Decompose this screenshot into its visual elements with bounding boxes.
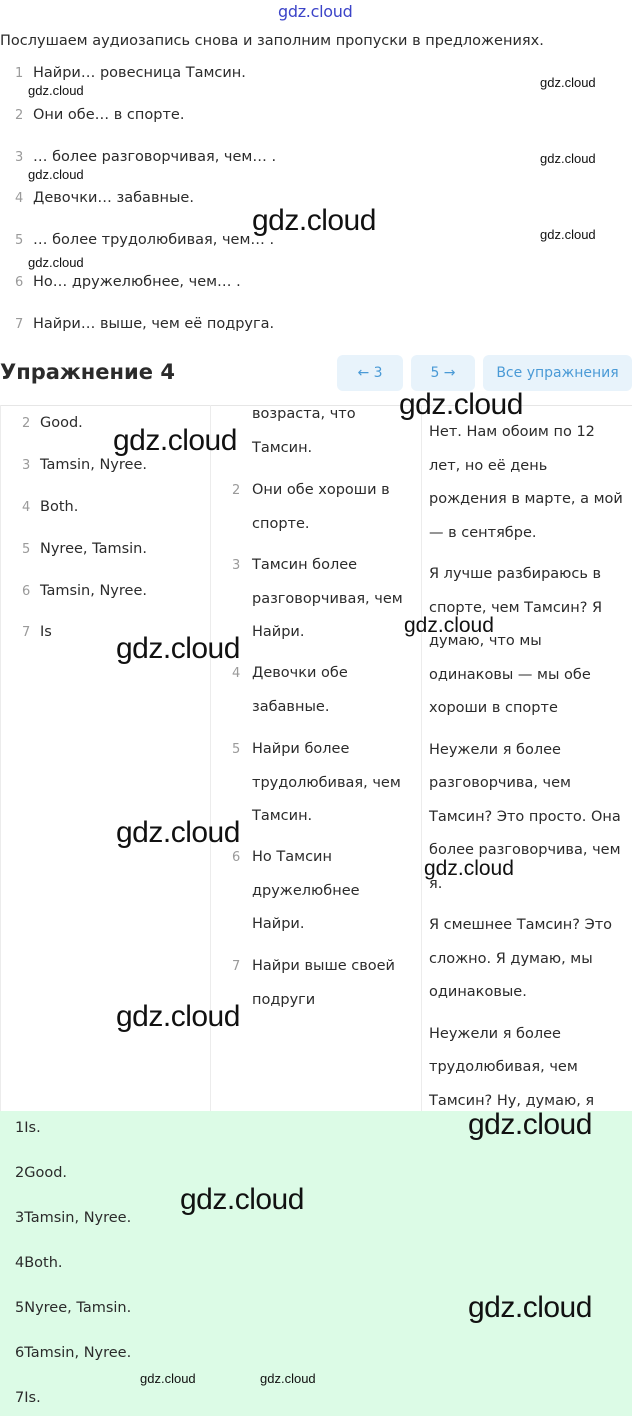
column-divider — [421, 405, 422, 1111]
item-number: 4 — [22, 500, 31, 515]
table-right-paragraph: Неужели я более трудолюбивая, чем Тамсин? Ну, думаю, я — [429, 1025, 595, 1109]
item-text: Девочки… забавные. — [33, 190, 194, 206]
item-number: 7 — [15, 317, 24, 332]
item-text: Найри более трудолюбивая, чем Тамсин. — [252, 741, 401, 824]
watermark: gdz.cloud — [399, 388, 523, 421]
exercise-heading: Упражнение 4 — [0, 360, 175, 384]
item-text: Найри… выше, чем её подруга. — [33, 316, 275, 332]
site-logo[interactable]: gdz.cloud — [278, 2, 353, 21]
table-right-paragraph: Неужели я более разговорчива, чем Тамсин? Это просто. Она более разговорчива, чем я. — [429, 741, 621, 892]
item-text: Tamsin, Nyree. — [24, 1210, 132, 1226]
item-text: Девочки обе забавные. — [252, 665, 348, 715]
watermark: gdz.cloud — [28, 255, 84, 270]
column-divider — [0, 405, 1, 1111]
item-text: Is — [40, 624, 52, 640]
item-text: Is. — [24, 1120, 41, 1136]
item-number: 6 — [15, 275, 24, 290]
exercise-item — [15, 190, 194, 206]
item-number: 5 — [22, 542, 31, 557]
table-right-paragraph: Я лучше разбираюсь в спорте, чем Тамсин? Я думаю, что мы одинаковы — мы обе хороши в спорте — [429, 566, 603, 716]
answer-item — [15, 1300, 131, 1316]
item-text: Но Тамсин дружелюбнее Найри. — [252, 849, 360, 932]
item-text: Both. — [40, 499, 79, 515]
watermark: gdz.cloud — [468, 1291, 592, 1324]
item-text: … более разговорчивая, чем… . — [33, 149, 277, 165]
item-text: Good. — [24, 1165, 68, 1181]
item-number: 3 — [232, 558, 241, 573]
item-number: 6 — [15, 1345, 25, 1361]
table-left-item — [22, 541, 147, 557]
watermark: gdz.cloud — [28, 83, 84, 98]
item-number: 5 — [15, 233, 24, 248]
watermark: gdz.cloud — [140, 1371, 196, 1386]
watermark: gdz.cloud — [468, 1108, 592, 1141]
item-text: Найри выше своей подруги — [252, 958, 395, 1008]
watermark: gdz.cloud — [540, 227, 596, 242]
watermark: gdz.cloud — [540, 75, 596, 90]
item-text: Nyree, Tamsin. — [24, 1300, 132, 1316]
watermark: gdz.cloud — [260, 1371, 316, 1386]
item-number: 4 — [15, 191, 24, 206]
watermark: gdz.cloud — [116, 816, 240, 849]
answer-block — [0, 1111, 632, 1416]
item-number: 2 — [232, 483, 241, 498]
table-mid-item — [232, 474, 414, 541]
item-number: 3 — [15, 150, 24, 165]
item-text: Nyree, Tamsin. — [40, 541, 147, 557]
item-number: 7 — [22, 625, 31, 640]
item-number: 7 — [15, 1390, 25, 1406]
table-mid-item — [232, 841, 414, 942]
table-right-column — [429, 416, 629, 1109]
next-exercise-button[interactable]: 5 → — [411, 355, 475, 391]
table-mid-item — [232, 549, 414, 650]
exercise-item — [15, 232, 274, 248]
watermark: gdz.cloud — [28, 167, 84, 182]
table-right-paragraph: Я смешнее Тамсин? Это сложно. Я думаю, мы одинаковые. — [429, 917, 613, 1000]
item-text: Tamsin, Nyree. — [24, 1345, 132, 1361]
table-mid-item — [232, 950, 414, 1017]
item-number: 2 — [22, 416, 31, 431]
item-text: Найри… ровесница Тамсин. — [33, 65, 246, 81]
item-number: 2 — [15, 108, 24, 123]
item-text: … более трудолюбивая, чем… . — [33, 232, 275, 248]
watermark: gdz.cloud — [180, 1183, 304, 1216]
item-number: 3 — [15, 1210, 25, 1226]
exercise-item — [15, 316, 274, 332]
table-mid-item — [232, 657, 414, 724]
exercise-item — [15, 149, 276, 165]
table-mid-fragment: возраста, что Тамсин. — [252, 406, 356, 456]
table-left-item — [22, 415, 83, 431]
item-number: 4 — [232, 666, 241, 681]
item-number: 6 — [232, 850, 241, 865]
answer-item — [15, 1165, 67, 1181]
table-mid-item — [232, 733, 414, 834]
watermark: gdz.cloud — [404, 614, 494, 637]
item-number: 5 — [232, 742, 241, 757]
item-text: Good. — [40, 415, 83, 431]
answer-item — [15, 1210, 131, 1226]
item-number: 4 — [15, 1255, 25, 1271]
item-text: Тамсин более разговорчивая, чем Найри. — [252, 557, 403, 640]
item-text: Tamsin, Nyree. — [40, 457, 147, 473]
watermark: gdz.cloud — [116, 1000, 240, 1033]
item-text: Они обе… в спорте. — [33, 107, 185, 123]
table-left-item — [22, 499, 78, 515]
exercise-item — [15, 65, 246, 81]
answer-item — [15, 1120, 41, 1136]
watermark: gdz.cloud — [424, 857, 514, 880]
watermark: gdz.cloud — [540, 151, 596, 166]
answer-item — [15, 1345, 131, 1361]
exercise-instruction: Послушаем аудиозапись снова и заполним пропуски в предложениях. — [0, 33, 544, 49]
watermark: gdz.cloud — [116, 632, 240, 665]
exercise-item — [15, 107, 184, 123]
watermark: gdz.cloud — [252, 204, 376, 237]
item-text: Tamsin, Nyree. — [40, 583, 147, 599]
table-right-paragraph: Нет. Нам обоим по 12 лет, но её день рождения в марте, а мой — в сентябре. — [429, 424, 623, 541]
prev-exercise-button[interactable]: ← 3 — [337, 355, 403, 391]
item-number: 1 — [15, 1120, 25, 1136]
answer-item — [15, 1390, 41, 1406]
item-number: 7 — [232, 959, 241, 974]
table-left-item — [22, 624, 52, 640]
table-left-item — [22, 583, 147, 599]
table-left-item — [22, 457, 147, 473]
item-text: Они обе хороши в спорте. — [252, 482, 390, 532]
watermark: gdz.cloud — [113, 424, 237, 457]
item-number: 1 — [15, 66, 24, 81]
item-number: 6 — [22, 584, 31, 599]
item-number: 5 — [15, 1300, 25, 1316]
item-text: Is. — [24, 1390, 41, 1406]
exercise-item — [15, 274, 241, 290]
item-text: Both. — [24, 1255, 63, 1271]
item-number: 3 — [22, 458, 31, 473]
answer-item — [15, 1255, 63, 1271]
item-text: Но… дружелюбнее, чем… . — [33, 274, 241, 290]
item-number: 2 — [15, 1165, 25, 1181]
all-exercises-button[interactable]: Все упражнения — [483, 355, 632, 391]
